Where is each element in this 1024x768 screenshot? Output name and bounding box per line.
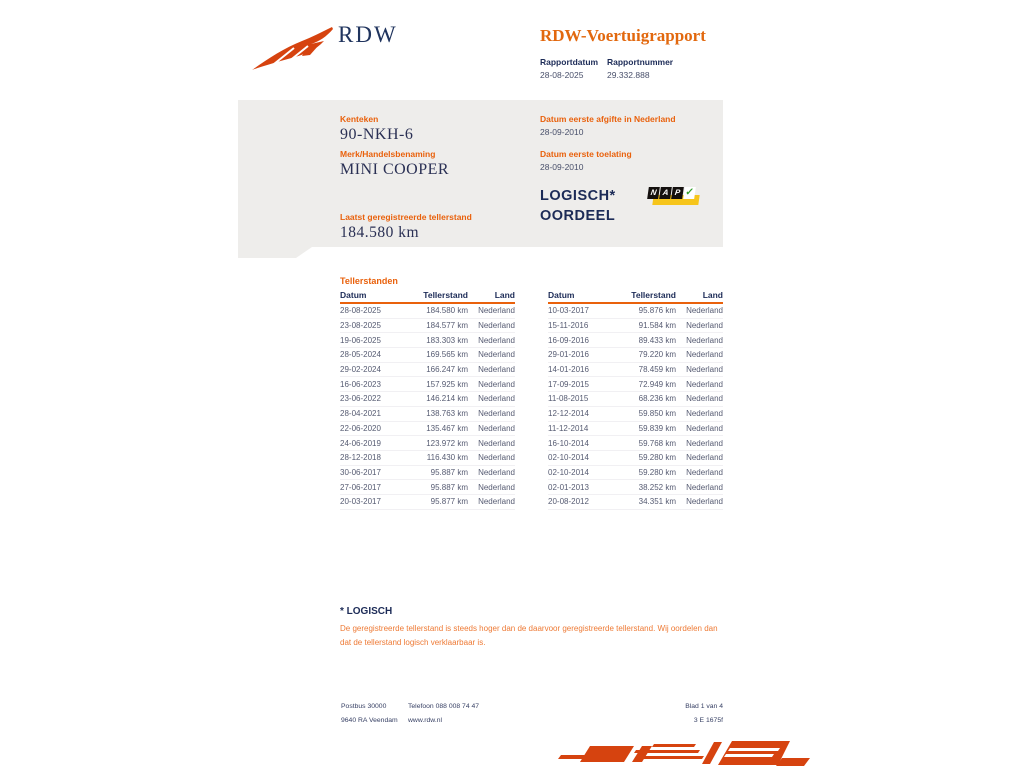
footer-phone: Telefoon 088 008 74 47 (408, 703, 480, 710)
row-odometer: 68.236 km (638, 394, 676, 404)
row-country: Nederland (478, 365, 515, 375)
row-country: Nederland (686, 335, 723, 345)
row-date: 23-08-2025 (340, 321, 381, 331)
row-country: Nederland (478, 335, 515, 345)
row-country: Nederland (686, 394, 723, 404)
row-odometer: 183.303 km (426, 335, 468, 345)
row-date: 29-01-2016 (548, 350, 589, 360)
row-odometer: 59.768 km (638, 438, 676, 448)
footnote-body (340, 622, 740, 650)
row-date: 16-09-2016 (548, 335, 589, 345)
verdict-line2: OORDEEL (540, 208, 616, 224)
first-admission-label: Datum eerste toelating (540, 149, 632, 159)
row-odometer: 38.252 km (638, 482, 676, 492)
row-country: Nederland (686, 482, 723, 492)
row-country: Nederland (686, 497, 723, 507)
column-header-datum: Datum (340, 290, 367, 300)
row-date: 24-06-2019 (340, 438, 381, 448)
row-odometer: 169.565 km (426, 350, 468, 360)
last-odometer-value: 184.580 km (340, 224, 420, 241)
table-row (548, 407, 723, 422)
row-date: 15-11-2016 (548, 321, 589, 331)
row-odometer: 166.247 km (426, 365, 468, 375)
row-date: 19-06-2025 (340, 335, 381, 345)
table-row (548, 480, 723, 495)
odometer-table-left (340, 290, 515, 510)
row-odometer: 138.763 km (426, 409, 468, 419)
footer-address-line1: Postbus 30000 (341, 703, 387, 710)
row-country: Nederland (686, 423, 723, 433)
row-odometer: 157.925 km (426, 379, 468, 389)
footer-page-number: Blad 1 van 4 (685, 703, 723, 710)
nap-letter-p: P (671, 187, 684, 199)
nap-letter-a: A (659, 187, 672, 199)
row-date: 22-06-2020 (340, 423, 381, 433)
row-odometer: 95.877 km (430, 497, 468, 507)
report-date-value: 28-08-2025 (540, 70, 584, 80)
row-date: 28-05-2024 (340, 350, 381, 360)
row-country: Nederland (478, 423, 515, 433)
first-admission-value: 28-09-2010 (540, 162, 584, 172)
row-date: 02-01-2013 (548, 482, 589, 492)
license-plate-label: Kenteken (340, 114, 379, 124)
row-odometer: 91.584 km (638, 321, 676, 331)
row-date: 23-06-2022 (340, 394, 381, 404)
rdw-bird-icon (250, 24, 334, 77)
column-header-tellerstand: Tellerstand (631, 290, 676, 300)
row-date: 28-04-2021 (340, 409, 381, 419)
footnote-line1: De geregistreerde tellerstand is steeds hoger dan de daarvoor geregistreerde tellerstand. Wij oordelen dan (340, 624, 718, 633)
table-header (340, 290, 515, 304)
nap-letter-n: N (647, 187, 660, 199)
table-header (548, 290, 723, 304)
table-row (548, 377, 723, 392)
row-country: Nederland (478, 482, 515, 492)
column-header-land: Land (702, 290, 723, 300)
footnote-line2: dat de tellerstand logisch verklaarbaar is. (340, 638, 486, 647)
row-date: 20-08-2012 (548, 497, 589, 507)
brand-value: MINI COOPER (340, 161, 450, 178)
last-odometer-label: Laatst geregistreerde tellerstand (340, 212, 472, 222)
row-date: 28-12-2018 (340, 453, 381, 463)
table-row (548, 495, 723, 510)
report-number-value: 29.332.888 (607, 70, 650, 80)
rdw-speed-stripes-graphic (552, 738, 812, 768)
row-country: Nederland (686, 365, 723, 375)
table-row (340, 363, 515, 378)
odometer-table-title: Tellerstanden (340, 276, 398, 286)
table-row (340, 304, 515, 319)
row-date: 02-10-2014 (548, 453, 589, 463)
row-country: Nederland (478, 350, 515, 360)
row-odometer: 79.220 km (638, 350, 676, 360)
row-country: Nederland (686, 409, 723, 419)
report-number-label: Rapportnummer (607, 57, 674, 67)
row-odometer: 184.580 km (426, 306, 468, 316)
row-date: 27-06-2017 (340, 482, 381, 492)
row-date: 16-06-2023 (340, 379, 381, 389)
report-date-label: Rapportdatum (540, 57, 599, 67)
row-date: 17-09-2015 (548, 379, 589, 389)
table-row (340, 407, 515, 422)
footer-doc-code: 3 E 1675f (693, 717, 723, 724)
table-row (340, 422, 515, 437)
table-row (548, 436, 723, 451)
table-row (340, 392, 515, 407)
row-odometer: 95.887 km (430, 482, 468, 492)
row-date: 14-01-2016 (548, 365, 589, 375)
row-odometer: 78.459 km (638, 365, 676, 375)
column-header-land: Land (494, 290, 515, 300)
row-country: Nederland (478, 306, 515, 316)
table-rows (548, 304, 723, 510)
row-country: Nederland (478, 394, 515, 404)
row-date: 12-12-2014 (548, 409, 589, 419)
row-date: 11-08-2015 (548, 394, 589, 404)
row-odometer: 59.280 km (638, 453, 676, 463)
row-odometer: 146.214 km (426, 394, 468, 404)
nap-logo (648, 186, 702, 208)
page-title: RDW-Voertuigrapport (540, 26, 706, 45)
row-odometer: 95.887 km (430, 467, 468, 477)
table-row (548, 348, 723, 363)
row-date: 16-10-2014 (548, 438, 589, 448)
row-date: 29-02-2024 (340, 365, 381, 375)
row-country: Nederland (478, 438, 515, 448)
row-date: 10-03-2017 (548, 306, 589, 316)
table-row (340, 495, 515, 510)
table-row (548, 363, 723, 378)
row-odometer: 184.577 km (426, 321, 468, 331)
table-row (340, 466, 515, 481)
row-country: Nederland (478, 409, 515, 419)
row-date: 20-03-2017 (340, 497, 381, 507)
row-country: Nederland (686, 350, 723, 360)
column-header-tellerstand: Tellerstand (423, 290, 468, 300)
table-row (340, 480, 515, 495)
odometer-table-right (548, 290, 723, 510)
row-odometer: 34.351 km (638, 497, 676, 507)
row-odometer: 123.972 km (426, 438, 468, 448)
row-country: Nederland (686, 306, 723, 316)
footer-website: www.rdw.nl (408, 717, 442, 724)
first-issue-value: 28-09-2010 (540, 127, 584, 137)
footnote-title: * LOGISCH (340, 606, 393, 617)
row-date: 02-10-2014 (548, 467, 589, 477)
table-row (548, 319, 723, 334)
row-date: 11-12-2014 (548, 423, 589, 433)
row-odometer: 59.839 km (638, 423, 676, 433)
row-odometer: 116.430 km (426, 453, 468, 463)
column-header-datum: Datum (548, 290, 575, 300)
footer-page-info (623, 700, 723, 728)
row-odometer: 95.876 km (638, 306, 676, 316)
brand-label: Merk/Handelsbenaming (340, 149, 436, 159)
row-date: 30-06-2017 (340, 467, 381, 477)
row-country: Nederland (478, 497, 515, 507)
table-row (340, 451, 515, 466)
footer-address-line2: 9640 RA Veendam (341, 717, 398, 724)
table-row (548, 392, 723, 407)
table-row (340, 436, 515, 451)
nap-check-icon: ✓ (684, 187, 695, 198)
table-row (548, 304, 723, 319)
table-row (340, 348, 515, 363)
row-country: Nederland (686, 453, 723, 463)
table-row (340, 333, 515, 348)
table-row (548, 422, 723, 437)
first-issue-label: Datum eerste afgifte in Nederland (540, 114, 676, 124)
footer-contact (408, 700, 479, 728)
row-country: Nederland (686, 467, 723, 477)
row-country: Nederland (686, 438, 723, 448)
row-country: Nederland (478, 467, 515, 477)
row-date: 28-08-2025 (340, 306, 381, 316)
row-odometer: 72.949 km (638, 379, 676, 389)
table-row (548, 451, 723, 466)
table-row (548, 333, 723, 348)
row-country: Nederland (686, 379, 723, 389)
license-plate-value: 90-NKH-6 (340, 126, 414, 143)
footer-address (341, 700, 398, 728)
row-country: Nederland (686, 321, 723, 331)
table-row (340, 377, 515, 392)
row-country: Nederland (478, 453, 515, 463)
row-odometer: 135.467 km (426, 423, 468, 433)
row-odometer: 59.850 km (638, 409, 676, 419)
verdict-line1: LOGISCH* (540, 188, 616, 204)
row-odometer: 89.433 km (638, 335, 676, 345)
row-country: Nederland (478, 379, 515, 389)
row-country: Nederland (478, 321, 515, 331)
table-row (340, 319, 515, 334)
table-rows (340, 304, 515, 510)
table-row (548, 466, 723, 481)
row-odometer: 59.280 km (638, 467, 676, 477)
rdw-logo-text: RDW (338, 22, 398, 47)
